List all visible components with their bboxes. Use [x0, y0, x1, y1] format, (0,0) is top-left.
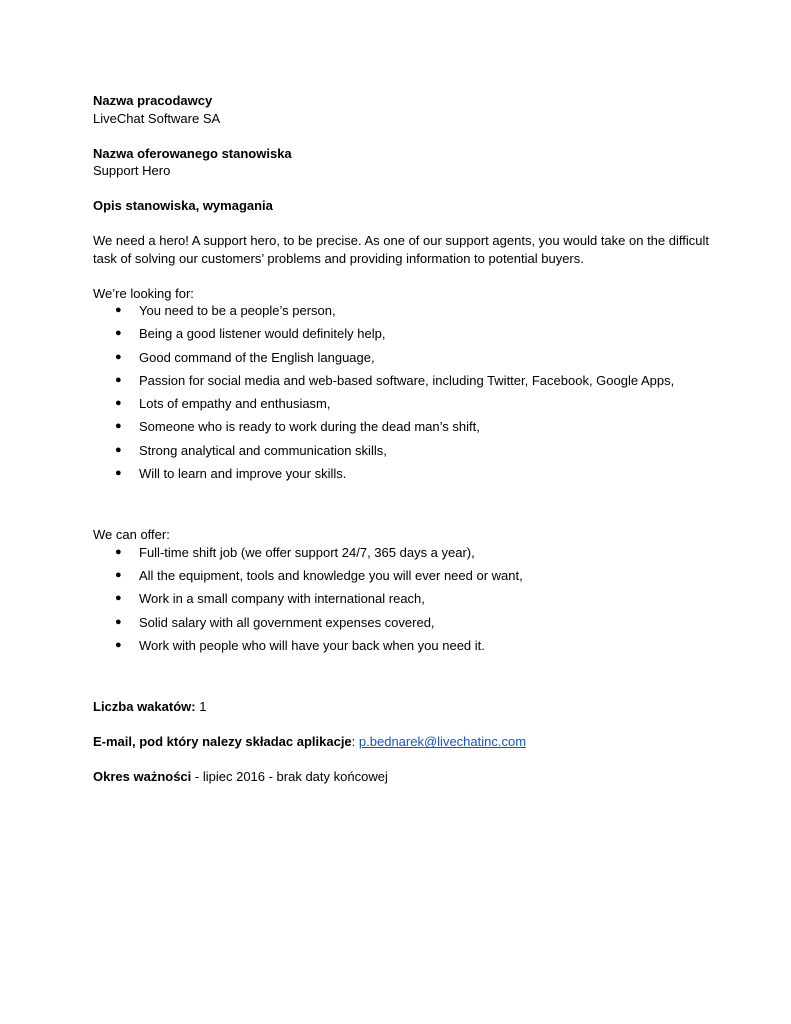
- description-heading: Opis stanowiska, wymagania: [93, 198, 273, 213]
- validity-label: Okres ważności: [93, 769, 192, 785]
- position-value: Support Hero: [93, 163, 171, 178]
- list-item: ● Work in a small company with international reach,: [115, 591, 425, 607]
- bullet-icon: ●: [115, 350, 122, 363]
- bullet-icon: ●: [115, 639, 122, 652]
- email-separator: :: [351, 734, 356, 750]
- employer-heading: Nazwa pracodawcy: [93, 93, 213, 108]
- bullet-icon: ●: [115, 615, 122, 628]
- bullet-icon: ●: [115, 569, 122, 582]
- list-item: ● Strong analytical and communication skills,: [115, 442, 387, 458]
- offer-label: We can offer:: [93, 527, 170, 543]
- list-item: ● Being a good listener would definitely help,: [115, 326, 386, 342]
- looking-for-label: We’re looking for:: [93, 285, 194, 301]
- bullet-icon: ●: [115, 397, 122, 410]
- validity-row: [93, 768, 713, 786]
- bullet-icon: ●: [115, 327, 122, 340]
- list-item: ● You need to be a people’s person,: [115, 303, 336, 318]
- looking-for-list: [93, 302, 713, 488]
- email-link[interactable]: p.bednarek@livechatinc.com: [358, 734, 527, 750]
- bullet-icon: ●: [115, 545, 122, 558]
- list-item: ● Full-time shift job (we offer support 24/7, 365 days a year),: [115, 544, 475, 560]
- offer-list: [93, 544, 713, 660]
- list-item: ● Work with people who will have your back when you need it.: [115, 638, 485, 654]
- vacancies-label: Liczba wakatów:: [93, 699, 196, 715]
- document-page: [93, 92, 713, 786]
- position-heading: Nazwa oferowanego stanowiska: [93, 145, 292, 161]
- email-row: [93, 733, 713, 751]
- bullet-icon: ●: [115, 420, 122, 433]
- email-label: E-mail, pod który nalezy składac aplikacje: [93, 734, 352, 750]
- bullet-icon: ●: [115, 443, 122, 456]
- list-item: ● Passion for social media and web-based software, including Twitter, Facebook, Google Apps,: [115, 372, 675, 388]
- list-item: ● Good command of the English language,: [115, 349, 375, 365]
- bullet-icon: ●: [115, 304, 122, 316]
- description-intro-line-2: task of solving our customers’ problems and providing information to potential buyers.: [93, 250, 584, 266]
- list-item: ● All the equipment, tools and knowledge you will ever need or want,: [115, 568, 523, 584]
- vacancies-row: [93, 698, 713, 716]
- validity-value: - lipiec 2016 - brak daty końcowej: [194, 769, 388, 785]
- list-item: ● Solid salary with all government expenses covered,: [115, 614, 435, 630]
- list-item: ● Lots of empathy and enthusiasm,: [115, 396, 331, 412]
- bullet-icon: ●: [115, 467, 122, 480]
- description-intro-line-1: We need a hero! A support hero, to be precise. As one of our support agents, you would take on the difficult: [93, 233, 709, 248]
- list-item: ● Will to learn and improve your skills.: [115, 466, 347, 482]
- employer-value: LiveChat Software SA: [93, 110, 221, 126]
- bullet-icon: ●: [115, 592, 122, 605]
- vacancies-value: 1: [199, 699, 207, 715]
- list-item: ● Someone who is ready to work during the dead man’s shift,: [115, 419, 480, 435]
- bullet-icon: ●: [115, 373, 122, 386]
